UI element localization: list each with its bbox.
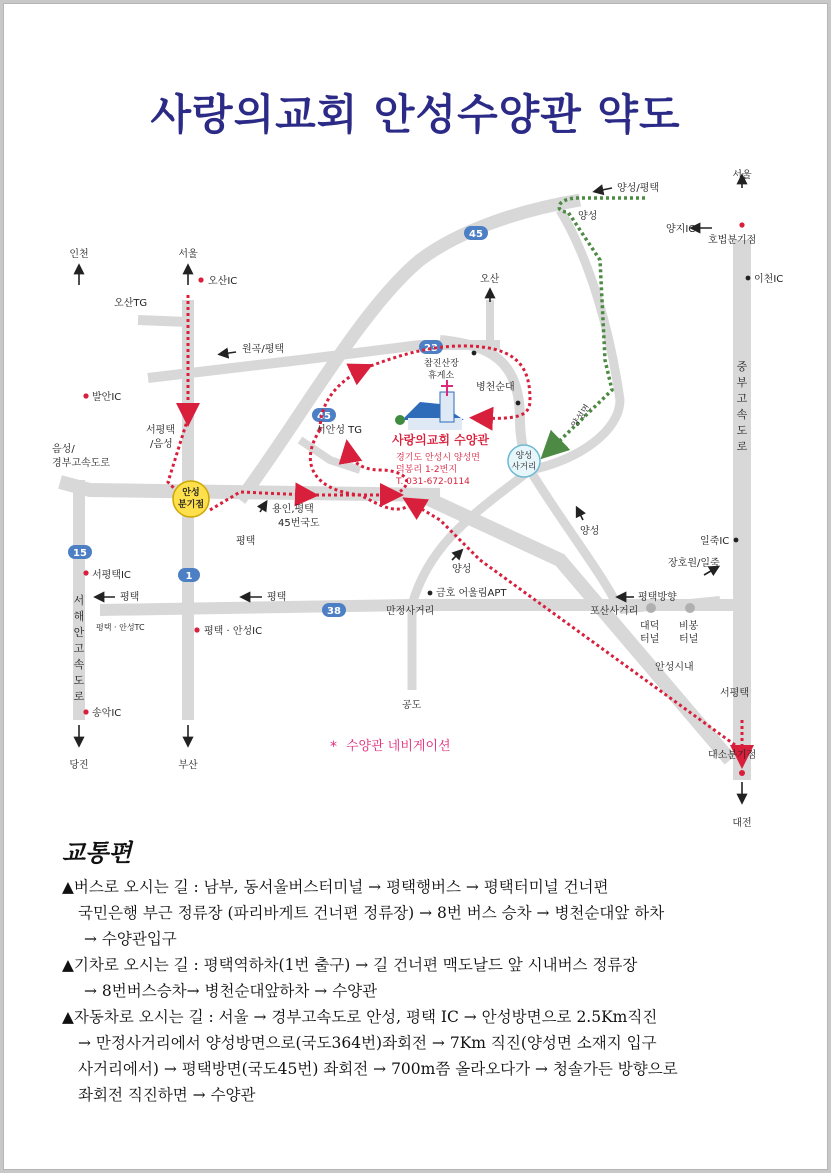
svg-text:15: 15 [73, 548, 87, 559]
page-title: 사랑의교회 안성수양관 약도 [150, 90, 681, 139]
svg-text:23: 23 [424, 343, 438, 354]
svg-text:양성/평택: 양성/평택 [617, 183, 660, 194]
svg-text:45번국도: 45번국도 [278, 518, 320, 529]
bus-line-2: 국민은행 부근 정류장 (파리바게트 건너편 정류장) → 8번 버스 승차 → 병천순대앞 하차 [78, 904, 665, 922]
train-line-2: → 8번버스승차→ 병천순대앞하차 → 수양관 [84, 982, 378, 1000]
svg-text:평택: 평택 [120, 592, 140, 603]
svg-text:도: 도 [73, 674, 85, 687]
directions-heading: 교통편 [62, 838, 132, 867]
svg-text:경부고속도로: 경부고속도로 [52, 458, 110, 469]
svg-text:비봉: 비봉 [679, 621, 699, 632]
svg-text:분기점: 분기점 [177, 500, 205, 510]
svg-text:/음성: /음성 [150, 439, 173, 450]
svg-text:부: 부 [736, 376, 748, 389]
svg-text:평택방향: 평택방향 [638, 592, 677, 603]
svg-text:속: 속 [73, 658, 85, 671]
svg-text:오산TG: 오산TG [114, 298, 148, 309]
svg-text:로: 로 [736, 440, 748, 453]
svg-text:45: 45 [469, 229, 483, 240]
bus-line-1: ▲버스로 오시는 길 : 남부, 동서울버스터미널 → 평택행버스 → 평택터미널 건너편 [62, 878, 609, 896]
svg-text:로: 로 [73, 690, 85, 703]
svg-text:45: 45 [317, 411, 331, 422]
svg-text:오산: 오산 [480, 274, 500, 285]
svg-text:안: 안 [73, 626, 85, 639]
bus-directions [62, 874, 802, 952]
svg-text:병천순대: 병천순대 [476, 382, 515, 393]
svg-text:발안IC: 발안IC [92, 392, 122, 403]
svg-text:양성: 양성 [452, 564, 472, 575]
yangseong-crossroad-marker [508, 445, 540, 477]
svg-text:원곡/평택: 원곡/평택 [242, 344, 285, 355]
svg-text:공도: 공도 [402, 700, 422, 711]
svg-text:휴게소: 휴게소 [428, 371, 455, 381]
svg-text:용인,평택: 용인,평택 [272, 504, 314, 515]
svg-text:서평택: 서평택 [720, 688, 749, 699]
svg-text:양성면: 양성면 [570, 402, 594, 431]
svg-text:경기도 안성시 양성면: 경기도 안성시 양성면 [396, 453, 480, 463]
svg-text:장호원/일죽: 장호원/일죽 [668, 558, 720, 569]
svg-text:양성: 양성 [515, 451, 533, 461]
svg-text:서: 서 [73, 594, 85, 607]
svg-text:속: 속 [736, 408, 748, 421]
svg-text:인천: 인천 [69, 249, 89, 260]
bus-line-3: → 수양관입구 [84, 930, 177, 948]
svg-text:대전: 대전 [732, 818, 752, 829]
route-badge-45-top [464, 226, 488, 240]
route-badge-38 [322, 603, 346, 617]
svg-text:금호 어울림APT: 금호 어울림APT [436, 588, 507, 599]
car-line-4: 좌회전 직진하면 → 수양관 [78, 1086, 256, 1104]
svg-text:음성/: 음성/ [52, 444, 75, 455]
route-badge-15 [68, 545, 92, 559]
svg-text:서평택IC: 서평택IC [92, 570, 131, 581]
svg-text:*: * [330, 739, 337, 755]
navigation-legend [330, 738, 451, 755]
svg-text:일죽IC: 일죽IC [700, 536, 730, 547]
car-line-3: 사거리에서) → 평택방면(국도45번) 좌회전 → 700m쯤 올라오다가 → 청솔가든 방향으로 [78, 1060, 678, 1078]
svg-text:터널: 터널 [640, 634, 660, 645]
svg-text:이천IC: 이천IC [754, 274, 784, 285]
svg-text:서평택: 서평택 [146, 425, 175, 436]
car-line-1: ▲자동차로 오시는 길 : 서울 → 경부고속도로 안성, 평택 IC → 안성방면으로 2.5Km직진 [62, 1008, 658, 1026]
svg-text:수양관 네비게이션: 수양관 네비게이션 [346, 739, 451, 754]
svg-text:안성시내: 안성시내 [655, 662, 694, 673]
svg-text:터널: 터널 [679, 634, 699, 645]
svg-text:참진산장: 참진산장 [424, 359, 459, 369]
church-icon [395, 380, 464, 430]
svg-text:당진: 당진 [69, 760, 89, 771]
svg-text:포산사거리: 포산사거리 [590, 606, 639, 617]
green-route [548, 198, 645, 452]
svg-text:고: 고 [73, 642, 85, 655]
svg-text:사랑의교회 수양관: 사랑의교회 수양관 [392, 433, 489, 447]
route-badge-23 [419, 340, 443, 354]
svg-text:중: 중 [736, 360, 748, 373]
svg-text:송악IC: 송악IC [92, 708, 122, 719]
svg-text:사거리: 사거리 [511, 462, 537, 472]
svg-text:양지IC: 양지IC [666, 224, 696, 235]
svg-text:T. 031-672-0114: T. 031-672-0114 [396, 477, 470, 487]
svg-text:해: 해 [73, 610, 85, 623]
directions-section [62, 840, 802, 1108]
svg-text:대덕: 대덕 [640, 621, 660, 632]
anseong-junction-marker [173, 481, 209, 517]
svg-text:덕봉리 1-2번지: 덕봉리 1-2번지 [396, 465, 458, 475]
destination-label [391, 432, 489, 487]
train-line-1: ▲기차로 오시는 길 : 평택역하차(1번 출구) → 길 건너편 맥도날드 앞 시내버스 정류장 [62, 956, 638, 974]
svg-text:평택: 평택 [267, 592, 287, 603]
svg-text:평택 · 안성TC: 평택 · 안성TC [96, 623, 145, 632]
svg-text:부산: 부산 [178, 760, 198, 771]
route-badge-1 [178, 568, 200, 582]
svg-text:서울: 서울 [732, 170, 752, 181]
svg-text:평택: 평택 [236, 536, 256, 547]
svg-text:오산IC: 오산IC [208, 276, 238, 287]
svg-text:서안성 TG: 서안성 TG [316, 425, 363, 436]
car-line-2: → 만정사거리에서 양성방면으로(국도364번)좌회전 → 7Km 직진(양성면 소재지 입구 [78, 1034, 657, 1052]
svg-text:양성: 양성 [580, 526, 600, 537]
svg-text:서울: 서울 [178, 249, 198, 260]
svg-text:1: 1 [185, 571, 193, 582]
svg-text:안성: 안성 [182, 488, 200, 498]
car-directions [62, 1004, 802, 1108]
svg-text:양성: 양성 [578, 211, 598, 222]
svg-text:고: 고 [736, 392, 748, 405]
train-directions [62, 952, 802, 1004]
svg-text:도: 도 [736, 424, 748, 437]
svg-text:만정사거리: 만정사거리 [386, 606, 435, 617]
svg-text:평택 · 안성IC: 평택 · 안성IC [204, 626, 263, 637]
svg-text:대소분기점: 대소분기점 [708, 750, 757, 761]
seohae-expressway-label [74, 593, 85, 703]
svg-text:38: 38 [327, 606, 341, 617]
svg-text:호법분기점: 호법분기점 [708, 235, 757, 246]
